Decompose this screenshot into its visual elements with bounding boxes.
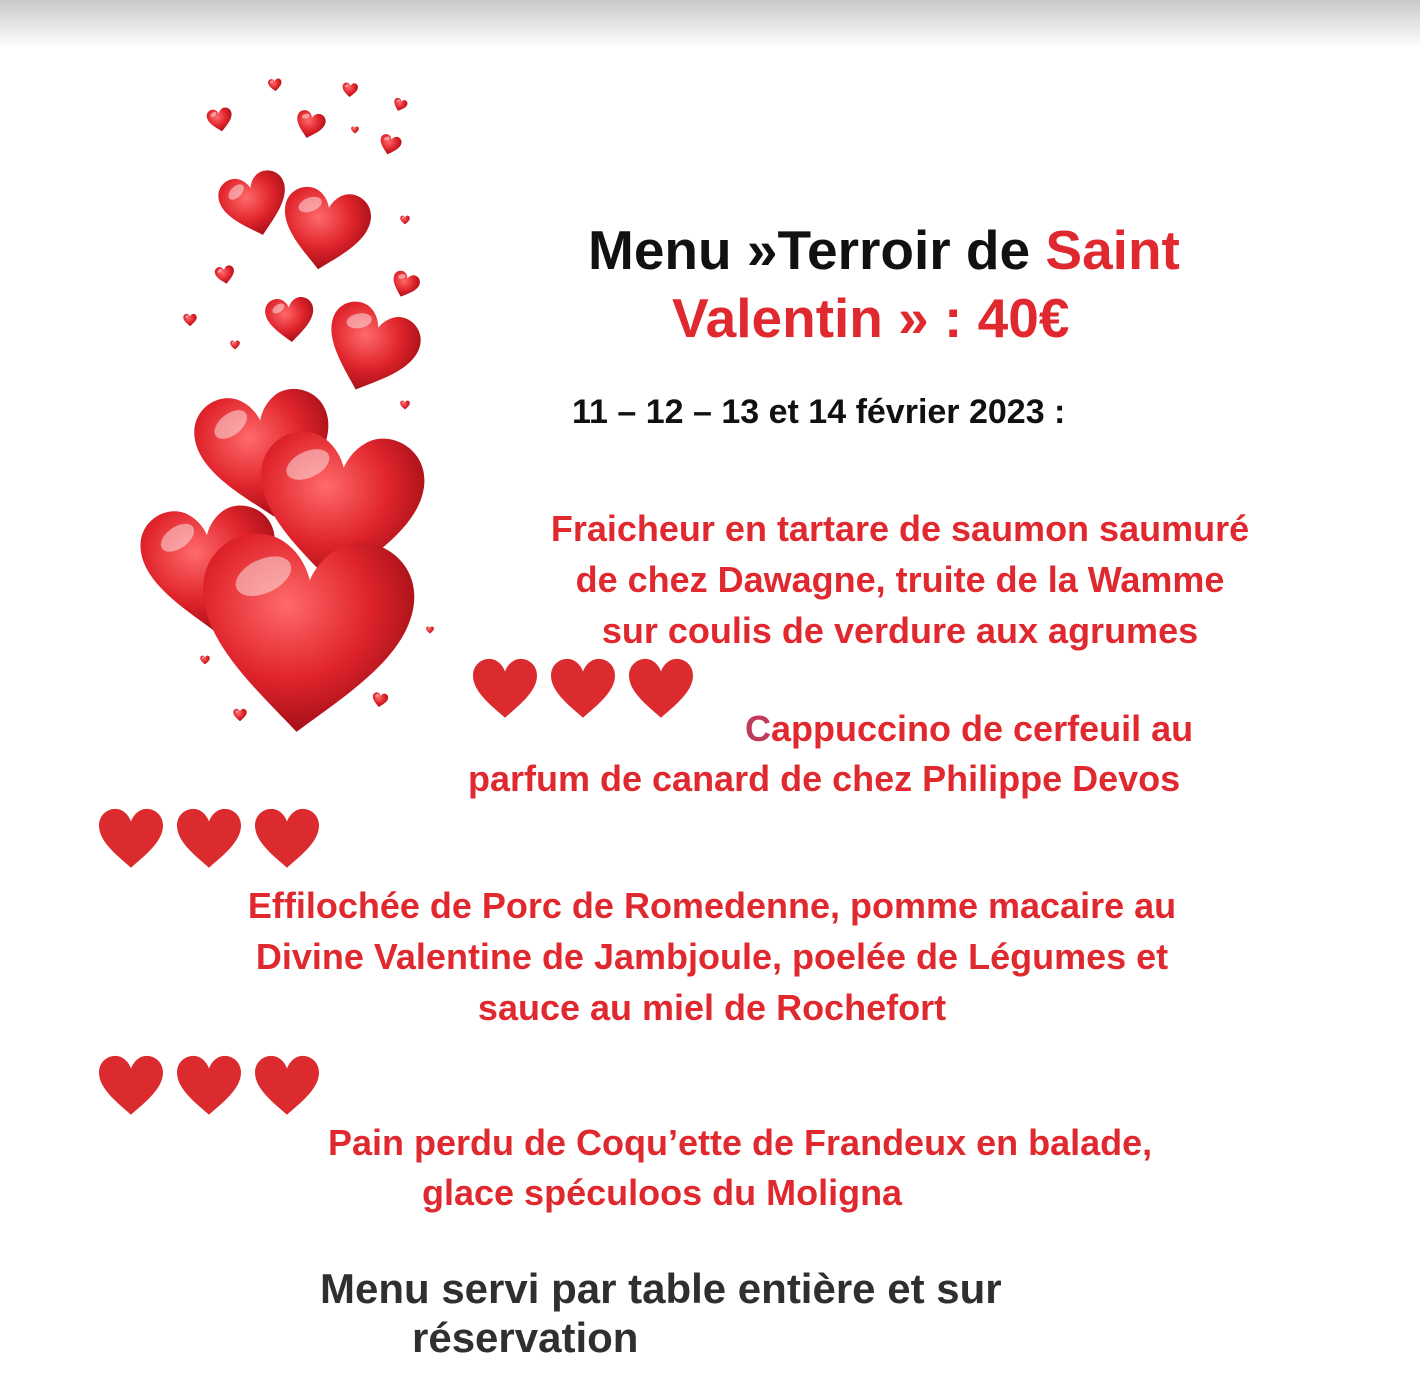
heart-icon [174, 805, 244, 869]
decor-heart-icon [275, 183, 374, 276]
heart-separator-1 [470, 655, 696, 719]
heart-icon [96, 1052, 166, 1116]
decor-heart-icon [371, 692, 389, 709]
decor-heart-icon [214, 166, 295, 243]
top-shadow-bar [0, 0, 1420, 48]
heart-icon [252, 1052, 322, 1116]
heart-icon [174, 1052, 244, 1116]
decor-heart-icon [426, 626, 434, 633]
decor-heart-icon [400, 401, 410, 410]
menu-title-red: Saint [1045, 219, 1180, 281]
heart-icon [470, 655, 540, 719]
decor-heart-icon [313, 295, 428, 405]
course-dessert-line1: Pain perdu de Coqu’ette de Frandeux en balade, [328, 1122, 1153, 1163]
footer-note-line2: réservation [412, 1314, 639, 1361]
decor-heart-icon [388, 269, 422, 301]
heart-separator-3 [96, 1052, 322, 1116]
hearts-decoration [100, 70, 460, 760]
heart-icon [626, 655, 696, 719]
decor-heart-icon [392, 97, 409, 113]
course-soup-line2: parfum de canard de chez Philippe Devos [468, 758, 1181, 799]
menu-dates: 11 – 12 – 13 et 14 février 2023 : [572, 393, 1066, 431]
course-main: Effilochée de Porc de Romedenne, pomme macaire au Divine Valentine de Jambjoule, poelée de Légumes et sauce au miel de Rochefort [247, 885, 1177, 1028]
decor-heart-icon [206, 107, 235, 134]
decor-heart-icon [377, 133, 402, 157]
decor-heart-icon [233, 709, 246, 721]
menu-title-black: Menu »Terroir de [588, 219, 1046, 281]
decor-heart-icon [351, 126, 359, 133]
heart-icon [548, 655, 618, 719]
course-starter: Fraicheur en tartare de saumon saumuré de chez Dawagne, truite de la Wamme sur coulis de verdure aux agrumes [550, 508, 1250, 651]
footer-note-line1: Menu servi par table entière et sur [320, 1265, 1002, 1312]
menu-title-line1 [588, 218, 1180, 282]
decor-heart-icon [293, 108, 328, 141]
heart-separator-2 [96, 805, 322, 869]
decor-heart-icon [191, 529, 419, 741]
decor-heart-icon [268, 78, 282, 91]
decor-heart-icon [200, 656, 210, 665]
course-soup-line1: Cappuccino de cerfeuil au [745, 708, 1194, 749]
heart-icon [96, 805, 166, 869]
decor-heart-icon [230, 341, 240, 350]
decor-heart-icon [342, 82, 359, 97]
decor-heart-icon [264, 296, 316, 344]
menu-title-line2: Valentin » : 40€ [672, 287, 1070, 349]
decor-heart-icon [214, 265, 236, 286]
heart-icon [252, 805, 322, 869]
decor-heart-icon [183, 314, 196, 326]
course-dessert-line2: glace spéculoos du Moligna [422, 1172, 903, 1213]
decor-heart-icon [400, 216, 410, 225]
